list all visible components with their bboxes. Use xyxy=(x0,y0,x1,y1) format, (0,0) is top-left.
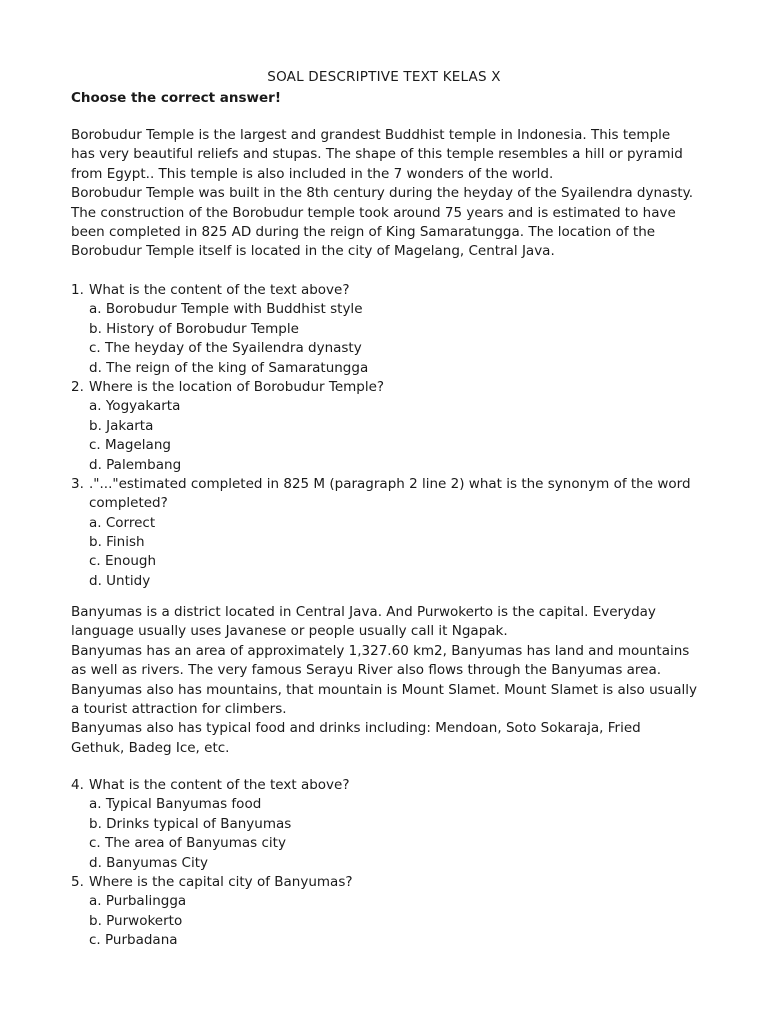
answer-option[interactable]: b. Drinks typical of Banyumas xyxy=(89,815,292,832)
paragraph-line: has very beautiful reliefs and stupas. The shape of this temple resembles a hill or pyramid xyxy=(71,146,683,163)
paragraph-line: language usually uses Javanese or people usually call it Ngapak. xyxy=(71,623,508,640)
answer-option[interactable]: c. Enough xyxy=(89,553,157,570)
instruction xyxy=(71,89,711,108)
questions-group-1 xyxy=(71,281,711,591)
answer-option[interactable]: c. The heyday of the Syailendra dynasty xyxy=(89,340,362,357)
answer-option[interactable]: c. The area of Banyumas city xyxy=(89,835,286,852)
answer-option[interactable]: b. Jakarta xyxy=(89,417,154,434)
question-1 xyxy=(71,281,711,300)
answer-option[interactable]: a. Yogyakarta xyxy=(89,398,181,415)
answer-option[interactable]: a. Purbalingga xyxy=(89,893,187,910)
page-title: SOAL DESCRIPTIVE TEXT KELAS X xyxy=(267,69,501,85)
paragraph-line: Borobudur Temple itself is located in the city of Magelang, Central Java. xyxy=(71,243,555,260)
paragraph-line: Borobudur Temple is the largest and grandest Buddhist temple in Indonesia. This temple xyxy=(71,127,671,143)
paragraph-line: Banyumas also has mountains, that mountain is Mount Slamet. Mount Slamet is also usually xyxy=(71,681,697,698)
question-4 xyxy=(71,776,711,795)
answer-option[interactable]: b. History of Borobudur Temple xyxy=(89,320,299,337)
instruction-text: Choose the correct answer! xyxy=(71,90,281,106)
question-number: 2. xyxy=(71,378,84,395)
passage-banyumas xyxy=(71,603,711,758)
answer-option[interactable]: d. Banyumas City xyxy=(89,854,208,871)
answer-option[interactable]: a. Typical Banyumas food xyxy=(89,796,262,813)
passage-borobudur xyxy=(71,126,711,262)
question-5 xyxy=(71,873,711,892)
question-text: Where is the capital city of Banyumas? xyxy=(89,873,353,890)
question-text: What is the content of the text above? xyxy=(89,777,350,793)
answer-option[interactable]: b. Purwokerto xyxy=(89,912,183,929)
answer-option[interactable]: d. Untidy xyxy=(89,572,151,589)
question-text: ."..."estimated completed in 825 M (paragraph 2 line 2) what is the synonym of the word xyxy=(89,475,691,492)
answer-option[interactable]: a. Correct xyxy=(89,514,156,531)
question-text: Where is the location of Borobudur Temple? xyxy=(89,378,385,395)
question-number: 1. xyxy=(71,282,84,298)
answer-option[interactable]: c. Purbadana xyxy=(89,932,178,949)
paragraph-line: a tourist attraction for climbers. xyxy=(71,700,287,717)
paragraph-line: The construction of the Borobudur temple took around 75 years and is estimated to have xyxy=(71,204,676,221)
question-number: 4. xyxy=(71,777,84,793)
answer-option[interactable]: d. Palembang xyxy=(89,456,182,473)
paragraph-line: Banyumas is a district located in Central Java. And Purwokerto is the capital. Everyday xyxy=(71,604,656,620)
paragraph-line: from Egypt.. This temple is also included in the 7 wonders of the world. xyxy=(71,165,554,182)
paragraph-line: Banyumas also has typical food and drinks including: Mendoan, Soto Sokaraja, Fried xyxy=(71,720,641,737)
paragraph-line: been completed in 825 AD during the reign of King Samaratungga. The location of the xyxy=(71,223,656,240)
question-2 xyxy=(71,378,711,397)
question-number: 3. xyxy=(71,475,84,492)
question-3 xyxy=(71,475,711,494)
answer-option[interactable]: d. The reign of the king of Samaratungga xyxy=(89,359,369,376)
answer-option[interactable]: b. Finish xyxy=(89,534,145,551)
question-number: 5. xyxy=(71,873,84,890)
paragraph-line: as well as rivers. The very famous Serayu River also flows through the Banyumas area. xyxy=(71,662,662,679)
paragraph-line: Gethuk, Badeg Ice, etc. xyxy=(71,739,230,756)
question-text-continued: completed? xyxy=(89,495,168,512)
paragraph-line: Borobudur Temple was built in the 8th century during the heyday of the Syailendra dynasty. xyxy=(71,185,694,202)
paragraph-line: Banyumas has an area of approximately 1,327.60 km2, Banyumas has land and mountains xyxy=(71,642,690,659)
answer-option[interactable]: a. Borobudur Temple with Buddhist style xyxy=(89,301,363,318)
question-text: What is the content of the text above? xyxy=(89,282,350,298)
questions-group-2 xyxy=(71,776,711,951)
answer-option[interactable]: c. Magelang xyxy=(89,437,171,454)
